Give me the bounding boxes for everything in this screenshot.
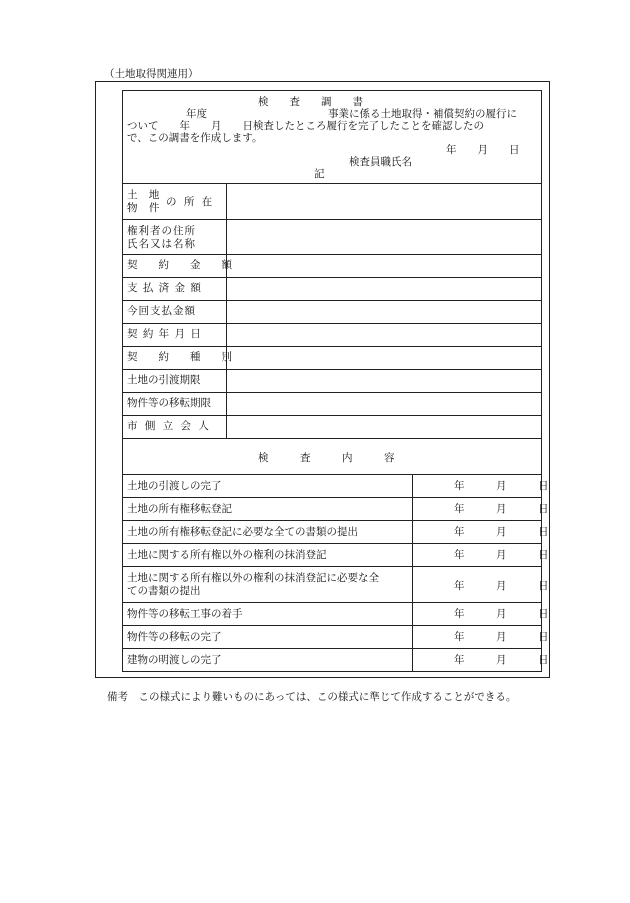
- row-divider: [122, 474, 542, 475]
- inspection-item: 土地に関する所有権以外の権利の抹消登記: [127, 549, 327, 561]
- inspection-item: 物件等の移転工事の着手: [127, 608, 243, 620]
- row-divider: [122, 625, 542, 626]
- row-divider: [122, 648, 542, 649]
- inspection-date: 年 月 日: [454, 480, 549, 492]
- intro-line3: で、この調書を作成します。: [127, 132, 263, 144]
- row-label-land: 土 地: [127, 189, 164, 201]
- row-divider: [122, 254, 542, 255]
- row-label-contract-date: 契 約 年 月 日: [127, 328, 202, 340]
- intro-line1: 事業に係る土地取得・補償契約の履行に: [328, 108, 517, 120]
- row-label-property: 物 件: [127, 202, 164, 214]
- inspection-item-continued: ての書類の提出: [127, 585, 201, 597]
- label-column-divider: [226, 183, 227, 438]
- row-divider: [122, 392, 542, 393]
- inspection-item: 物件等の移転の完了: [127, 631, 222, 643]
- row-divider: [122, 497, 542, 498]
- inspector-name-label: 検査員職氏名: [349, 156, 412, 168]
- inspection-date: 年 月 日: [454, 654, 549, 666]
- row-divider: [122, 520, 542, 521]
- row-divider: [122, 602, 542, 603]
- inspection-content-header: 検 査 内 容: [258, 452, 395, 464]
- form-caption: （土地取得関連用）: [104, 68, 199, 80]
- inspection-item: 土地の所有権移転登記: [127, 503, 232, 515]
- inspection-item: 土地の所有権移転登記に必要な全ての書類の提出: [127, 526, 358, 538]
- row-label-property-relocation-deadline: 物件等の移転期限: [127, 397, 211, 409]
- inspection-item: 土地の引渡しの完了: [127, 480, 222, 492]
- row-divider: [122, 183, 542, 184]
- row-divider: [122, 369, 542, 370]
- inspection-item: 土地に関する所有権以外の権利の抹消登記に必要な全: [127, 572, 379, 584]
- row-label-contract-type: 契 約 種 別: [127, 351, 232, 363]
- row-label-city-witness: 市 側 立 会 人: [127, 420, 211, 432]
- row-divider: [122, 323, 542, 324]
- row-divider: [122, 346, 542, 347]
- inspection-date: 年 月 日: [454, 549, 549, 561]
- date-column-divider: [412, 474, 413, 672]
- inspection-date: 年 月 日: [454, 580, 549, 592]
- row-label-contract-amount: 契 約 金 額: [127, 259, 232, 271]
- row-divider: [122, 438, 542, 439]
- row-divider: [122, 543, 542, 544]
- row-label-current-payment: 今回支払金額: [127, 305, 196, 317]
- row-divider: [122, 300, 542, 301]
- row-divider: [122, 219, 542, 220]
- row-label-land-delivery-deadline: 土地の引渡期限: [127, 374, 201, 386]
- row-label-rightholder-name: 氏名又は名称: [127, 238, 196, 250]
- inspection-item: 建物の明渡しの完了: [127, 654, 222, 666]
- remarks-note: 備考 この様式により難いものにあっては、この様式に準じて作成することができる。: [107, 691, 517, 703]
- ki-label: 記: [314, 168, 325, 180]
- row-label-location: の 所 在: [166, 196, 215, 208]
- row-label-rightholder-address: 権利者の住所: [127, 225, 196, 237]
- form-title: 検 査 調 書: [258, 96, 363, 108]
- inspection-date: 年 月 日: [454, 503, 549, 515]
- intro-line2: ついて 年 月 日検査したところ履行を完了したことを確認したの: [127, 120, 484, 132]
- intro-fiscal-year: 年度: [186, 108, 207, 120]
- inspection-date: 年 月 日: [454, 526, 549, 538]
- inspection-date: 年 月 日: [454, 631, 549, 643]
- intro-date: 年 月 日: [446, 144, 520, 156]
- row-label-paid-amount: 支 払 済 金 額: [127, 282, 202, 294]
- row-divider: [122, 415, 542, 416]
- row-divider: [122, 277, 542, 278]
- inspection-date: 年 月 日: [454, 608, 549, 620]
- row-divider: [122, 566, 542, 567]
